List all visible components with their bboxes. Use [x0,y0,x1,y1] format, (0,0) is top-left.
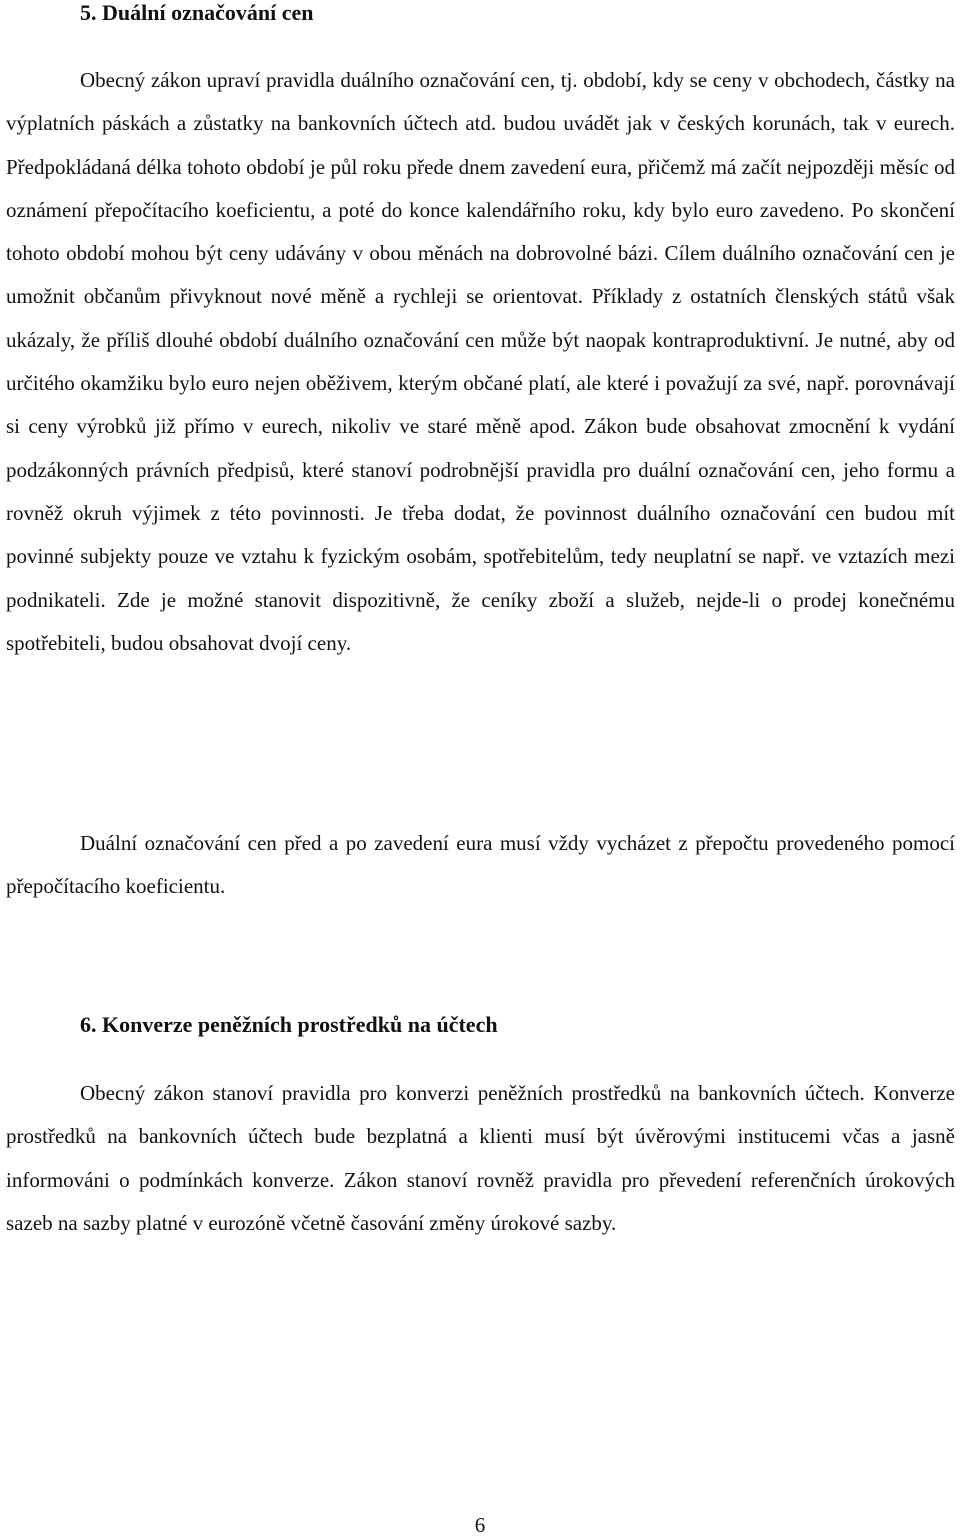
page-number: 6 [474,1513,486,1537]
section-5-paragraph-1: Obecný zákon upraví pravidla duálního označování cen, tj. období, kdy se ceny v obchodech, částky na výplatních páskách a zůstatky na bankovních účtech atd. budou uvádět jak v českých korunách, tak v eurech. Předpokládaná délka tohoto období je půl roku přede dnem zavedení eura, přičemž má začít nejpozději měsíc od oznámení přepočítacího koeficientu, a poté do konce kalendářního roku, kdy bylo euro zavedeno. Po skončení tohoto období mohou být ceny udávány v obou měnách na dobrovolné bázi. Cílem duálního označování cen je umožnit občanům přivyknout nové měně a rychleji se orientovat. Příklady z ostatních členských států však ukázaly, že příliš dlouhé období duálního označování cen může být naopak kontraproduktivní. Je nutné, aby od určitého okamžiku bylo euro nejen oběživem, kterým občané platí, ale které i považují za své, např. porovnávají si ceny výrobků již přímo v eurech, nikoliv ve staré měně apod. Zákon bude obsahovat zmocnění k vydání podzákonných právních předpisů, které stanoví podrobnější pravidla pro duální označování cen, jeho formu a rovněž okruh výjimek z této povinnosti. Je třeba dodat, že povinnost duálního označování cen budou mít povinné subjekty pouze ve vztahu k fyzickým osobám, spotřebitelům, tedy neuplatní se např. ve vztazích mezi podnikateli. Zde je možné stanovit dispozitivně, že ceníky zboží a služeb, nejde-li o prodej konečnému spotřebiteli, budou obsahovat dvojí ceny. [6,68,955,655]
section-6-heading: 6. Konverze peněžních prostředků na účtech [80,1012,498,1037]
section-5-heading: 5. Duální označování cen [80,0,314,25]
section-6-paragraph-1: Obecný zákon stanoví pravidla pro konverzi peněžních prostředků na bankovních účtech. Konverze prostředků na bankovních účtech bude bezplatná a klienti musí být úvěrovými institucemi včas a jasně informováni o podmínkách konverze. Zákon stanoví rovněž pravidla pro převedení referenčních úrokových sazeb na sazby platné v eurozóně včetně časování změny úrokové sazby. [6,1081,955,1235]
section-5-paragraph-2: Duální označování cen před a po zavedení eura musí vždy vycházet z přepočtu provedeného pomocí přepočítacího koeficientu. [6,831,955,899]
